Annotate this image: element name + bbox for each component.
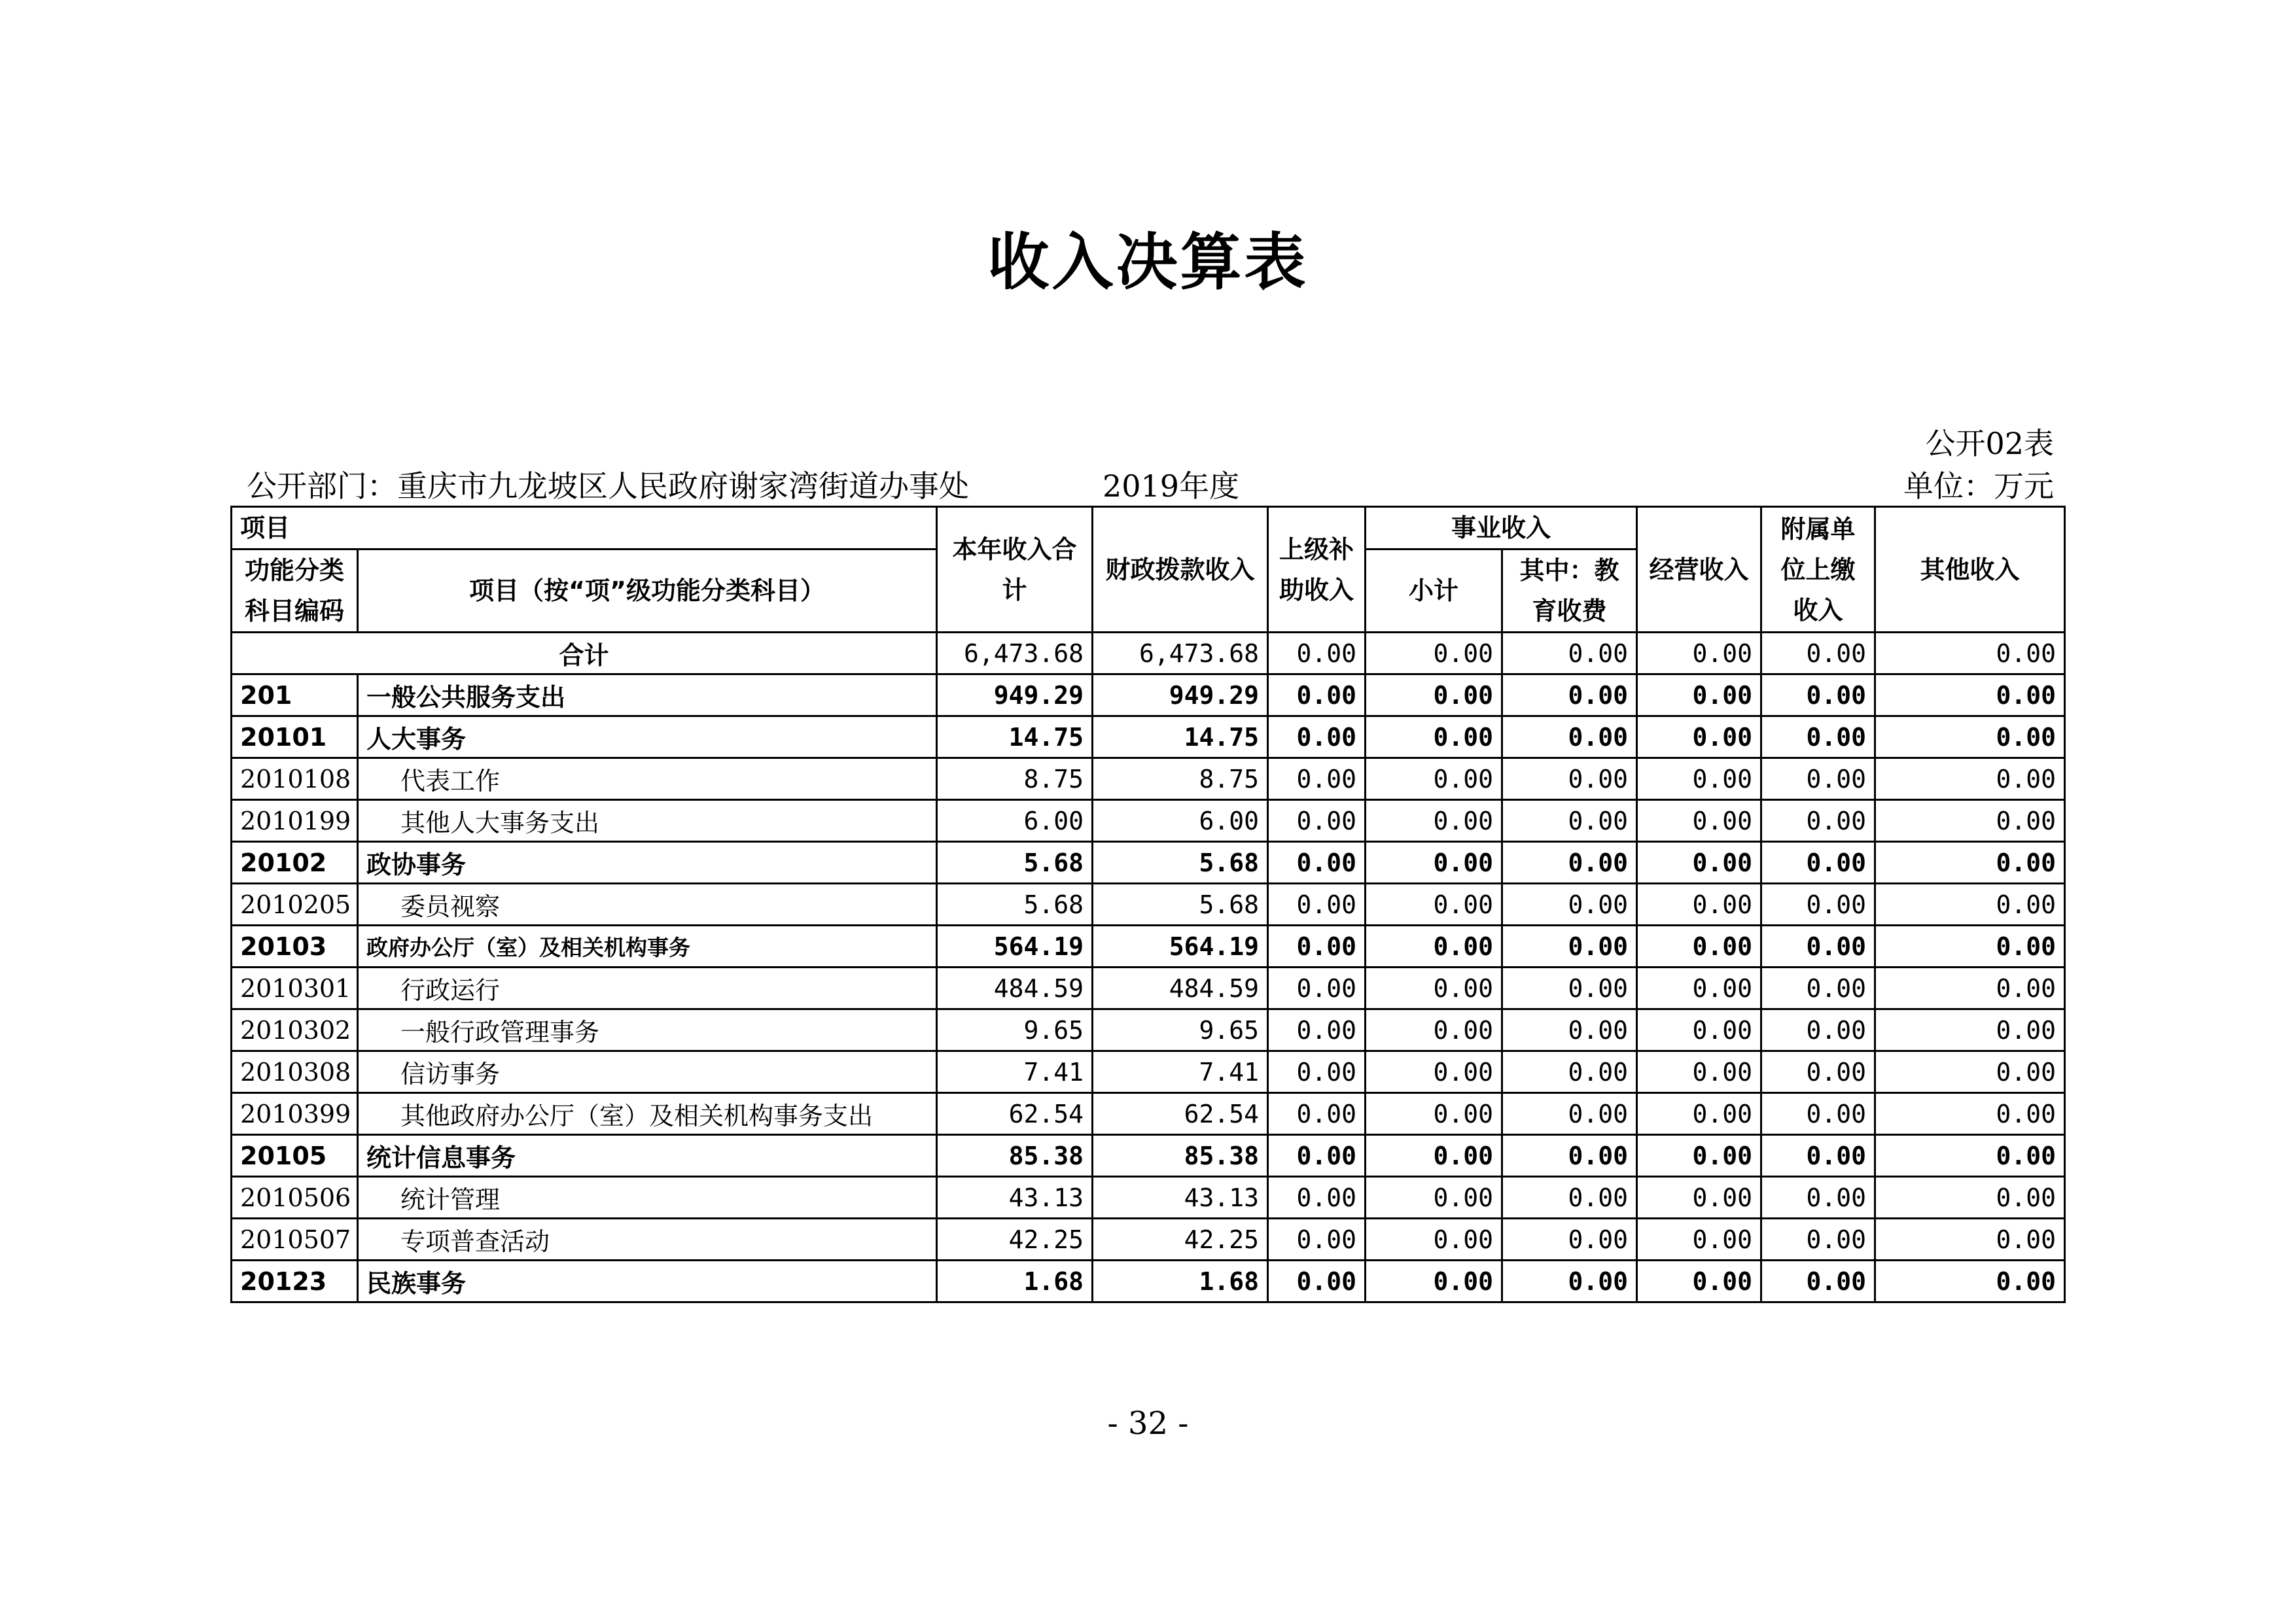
- row-name: 统计管理: [358, 1177, 937, 1219]
- total-value: 0.00: [1268, 633, 1366, 674]
- total-value: 0.00: [1502, 633, 1637, 674]
- row-value: 0.00: [1366, 1051, 1502, 1093]
- row-value: 0.00: [1761, 716, 1875, 758]
- row-value: 0.00: [1268, 1009, 1366, 1051]
- row-value: 0.00: [1637, 884, 1761, 926]
- row-value: 949.29: [1093, 674, 1268, 716]
- row-value: 0.00: [1875, 716, 2065, 758]
- row-value: 42.25: [937, 1219, 1093, 1261]
- row-value: 0.00: [1637, 1177, 1761, 1219]
- table-row: [232, 800, 2065, 842]
- row-value: 0.00: [1268, 758, 1366, 800]
- row-value: 62.54: [1093, 1093, 1268, 1135]
- header-business: 事业收入: [1366, 507, 1637, 550]
- row-value: 14.75: [1093, 716, 1268, 758]
- row-value: 0.00: [1366, 1135, 1502, 1177]
- header-affiliated: 附属单位上缴收入: [1761, 507, 1875, 633]
- total-row: [232, 633, 2065, 674]
- row-value: 0.00: [1268, 926, 1366, 968]
- row-value: 5.68: [937, 884, 1093, 926]
- table-row: [232, 1009, 2065, 1051]
- row-code: 201: [232, 674, 358, 716]
- header-superior: 上级补助收入: [1268, 507, 1366, 633]
- row-value: 0.00: [1366, 1009, 1502, 1051]
- row-value: 7.41: [937, 1051, 1093, 1093]
- row-value: 0.00: [1366, 716, 1502, 758]
- row-value: 0.00: [1875, 1177, 2065, 1219]
- row-value: 5.68: [1093, 842, 1268, 884]
- header-code: 功能分类科目编码: [232, 550, 358, 633]
- row-value: 85.38: [937, 1135, 1093, 1177]
- row-value: 85.38: [1093, 1135, 1268, 1177]
- row-code: 2010399: [232, 1093, 358, 1135]
- row-value: 0.00: [1366, 674, 1502, 716]
- row-value: 0.00: [1761, 1051, 1875, 1093]
- total-value: 0.00: [1875, 633, 2065, 674]
- row-value: 0.00: [1875, 926, 2065, 968]
- row-value: 0.00: [1268, 1219, 1366, 1261]
- row-value: 0.00: [1502, 1009, 1637, 1051]
- table-row: [232, 1051, 2065, 1093]
- table-row: [232, 842, 2065, 884]
- row-value: 0.00: [1366, 1261, 1502, 1302]
- row-name: 代表工作: [358, 758, 937, 800]
- department-label: 公开部门：重庆市九龙坡区人民政府谢家湾街道办事处: [247, 468, 969, 504]
- row-code: 2010302: [232, 1009, 358, 1051]
- table-row: [232, 884, 2065, 926]
- row-value: 0.00: [1637, 1051, 1761, 1093]
- income-table: [230, 506, 2066, 1303]
- row-value: 0.00: [1502, 1135, 1637, 1177]
- row-value: 0.00: [1502, 1093, 1637, 1135]
- row-value: 0.00: [1366, 968, 1502, 1009]
- row-value: 0.00: [1502, 758, 1637, 800]
- row-name: 政协事务: [358, 842, 937, 884]
- row-code: 2010205: [232, 884, 358, 926]
- row-value: 0.00: [1502, 1177, 1637, 1219]
- row-code: 20102: [232, 842, 358, 884]
- row-value: 43.13: [1093, 1177, 1268, 1219]
- row-value: 0.00: [1502, 1051, 1637, 1093]
- row-value: 42.25: [1093, 1219, 1268, 1261]
- table-row: [232, 1135, 2065, 1177]
- row-value: 0.00: [1502, 674, 1637, 716]
- row-value: 0.00: [1761, 1135, 1875, 1177]
- header-project: 项目: [232, 507, 937, 550]
- row-code: 2010108: [232, 758, 358, 800]
- row-name: 专项普查活动: [358, 1219, 937, 1261]
- row-value: 0.00: [1875, 800, 2065, 842]
- row-value: 8.75: [937, 758, 1093, 800]
- header-subtotal: 小计: [1366, 550, 1502, 633]
- total-value: 0.00: [1761, 633, 1875, 674]
- row-value: 0.00: [1502, 716, 1637, 758]
- row-value: 0.00: [1637, 968, 1761, 1009]
- row-code: 2010507: [232, 1219, 358, 1261]
- table-row: [232, 926, 2065, 968]
- fiscal-year: 2019年度: [1103, 468, 1240, 504]
- row-value: 5.68: [937, 842, 1093, 884]
- row-value: 62.54: [937, 1093, 1093, 1135]
- table-row: [232, 1219, 2065, 1261]
- table-row: [232, 716, 2065, 758]
- header-edu: 其中：教育收费: [1502, 550, 1637, 633]
- row-value: 1.68: [1093, 1261, 1268, 1302]
- table-row: [232, 1261, 2065, 1302]
- row-value: 0.00: [1502, 1219, 1637, 1261]
- row-value: 0.00: [1366, 884, 1502, 926]
- total-value: 0.00: [1366, 633, 1502, 674]
- row-name: 行政运行: [358, 968, 937, 1009]
- page-number: - 32 -: [1107, 1405, 1189, 1442]
- header-operating: 经营收入: [1637, 507, 1761, 633]
- row-value: 0.00: [1761, 758, 1875, 800]
- row-value: 0.00: [1268, 674, 1366, 716]
- row-value: 0.00: [1761, 884, 1875, 926]
- row-name: 统计信息事务: [358, 1135, 937, 1177]
- row-value: 0.00: [1366, 1177, 1502, 1219]
- row-value: 0.00: [1637, 758, 1761, 800]
- row-value: 6.00: [1093, 800, 1268, 842]
- row-name: 其他人大事务支出: [358, 800, 937, 842]
- row-value: 0.00: [1761, 1219, 1875, 1261]
- row-code: 20105: [232, 1135, 358, 1177]
- row-value: 0.00: [1268, 716, 1366, 758]
- row-value: 0.00: [1268, 968, 1366, 1009]
- row-code: 20103: [232, 926, 358, 968]
- row-value: 564.19: [1093, 926, 1268, 968]
- row-value: 0.00: [1366, 1093, 1502, 1135]
- table-row: [232, 1093, 2065, 1135]
- row-code: 2010199: [232, 800, 358, 842]
- total-value: 0.00: [1637, 633, 1761, 674]
- row-value: 0.00: [1875, 1135, 2065, 1177]
- row-value: 0.00: [1761, 1261, 1875, 1302]
- total-label: 合计: [232, 633, 937, 674]
- row-value: 0.00: [1366, 842, 1502, 884]
- row-value: 1.68: [937, 1261, 1093, 1302]
- row-value: 0.00: [1761, 1093, 1875, 1135]
- row-value: 0.00: [1502, 968, 1637, 1009]
- row-value: 0.00: [1637, 1219, 1761, 1261]
- row-code: 2010301: [232, 968, 358, 1009]
- row-value: 949.29: [937, 674, 1093, 716]
- row-value: 0.00: [1875, 842, 2065, 884]
- header-total: 本年收入合计: [937, 507, 1093, 633]
- row-value: 0.00: [1875, 1093, 2065, 1135]
- row-name: 信访事务: [358, 1051, 937, 1093]
- row-value: 0.00: [1268, 1135, 1366, 1177]
- row-value: 0.00: [1637, 926, 1761, 968]
- row-value: 0.00: [1875, 1261, 2065, 1302]
- row-value: 0.00: [1268, 884, 1366, 926]
- row-name: 一般公共服务支出: [358, 674, 937, 716]
- row-value: 0.00: [1502, 800, 1637, 842]
- table-row: [232, 674, 2065, 716]
- row-name: 政府办公厅（室）及相关机构事务: [358, 926, 937, 968]
- table-row: [232, 758, 2065, 800]
- row-value: 0.00: [1268, 1261, 1366, 1302]
- form-number: 公开02表: [1925, 426, 2054, 461]
- row-value: 0.00: [1502, 842, 1637, 884]
- row-value: 0.00: [1366, 800, 1502, 842]
- header-name: 项目（按“项”级功能分类科目）: [358, 550, 937, 633]
- row-value: 0.00: [1761, 1009, 1875, 1051]
- row-value: 0.00: [1502, 1261, 1637, 1302]
- row-value: 0.00: [1366, 758, 1502, 800]
- row-value: 0.00: [1875, 1219, 2065, 1261]
- row-name: 一般行政管理事务: [358, 1009, 937, 1051]
- header-fiscal: 财政拨款收入: [1093, 507, 1268, 633]
- header-row-1: [232, 507, 2065, 550]
- row-name: 民族事务: [358, 1261, 937, 1302]
- row-value: 0.00: [1875, 1009, 2065, 1051]
- table-row: [232, 1177, 2065, 1219]
- row-value: 7.41: [1093, 1051, 1268, 1093]
- row-value: 564.19: [937, 926, 1093, 968]
- row-value: 9.65: [1093, 1009, 1268, 1051]
- row-value: 0.00: [1366, 1219, 1502, 1261]
- row-value: 43.13: [937, 1177, 1093, 1219]
- header-other: 其他收入: [1875, 507, 2065, 633]
- row-value: 484.59: [1093, 968, 1268, 1009]
- row-value: 0.00: [1637, 1135, 1761, 1177]
- row-value: 0.00: [1761, 674, 1875, 716]
- row-value: 0.00: [1268, 800, 1366, 842]
- page-title: 收入决算表: [987, 227, 1309, 298]
- row-value: 0.00: [1366, 926, 1502, 968]
- row-value: 0.00: [1761, 926, 1875, 968]
- row-value: 0.00: [1875, 1051, 2065, 1093]
- row-value: 0.00: [1637, 1261, 1761, 1302]
- row-name: 人大事务: [358, 716, 937, 758]
- row-value: 14.75: [937, 716, 1093, 758]
- row-value: 5.68: [1093, 884, 1268, 926]
- row-value: 0.00: [1268, 1051, 1366, 1093]
- row-value: 8.75: [1093, 758, 1268, 800]
- row-value: 6.00: [937, 800, 1093, 842]
- row-code: 20123: [232, 1261, 358, 1302]
- row-value: 0.00: [1875, 968, 2065, 1009]
- row-code: 2010308: [232, 1051, 358, 1093]
- row-name: 其他政府办公厅（室）及相关机构事务支出: [358, 1093, 937, 1135]
- unit-label: 单位：万元: [1903, 468, 2054, 504]
- row-value: 0.00: [1761, 800, 1875, 842]
- row-value: 9.65: [937, 1009, 1093, 1051]
- row-value: 0.00: [1268, 1093, 1366, 1135]
- row-value: 0.00: [1502, 926, 1637, 968]
- row-value: 0.00: [1761, 1177, 1875, 1219]
- table-row: [232, 968, 2065, 1009]
- row-value: 0.00: [1761, 842, 1875, 884]
- row-value: 0.00: [1761, 968, 1875, 1009]
- row-code: 2010506: [232, 1177, 358, 1219]
- row-value: 0.00: [1637, 674, 1761, 716]
- row-value: 0.00: [1637, 1093, 1761, 1135]
- row-value: 0.00: [1637, 1009, 1761, 1051]
- row-value: 0.00: [1268, 1177, 1366, 1219]
- row-value: 484.59: [937, 968, 1093, 1009]
- total-value: 6,473.68: [1093, 633, 1268, 674]
- row-value: 0.00: [1637, 800, 1761, 842]
- row-name: 委员视察: [358, 884, 937, 926]
- row-value: 0.00: [1268, 842, 1366, 884]
- row-value: 0.00: [1502, 884, 1637, 926]
- row-value: 0.00: [1637, 716, 1761, 758]
- total-value: 6,473.68: [937, 633, 1093, 674]
- row-value: 0.00: [1875, 674, 2065, 716]
- row-value: 0.00: [1875, 884, 2065, 926]
- row-code: 20101: [232, 716, 358, 758]
- row-value: 0.00: [1637, 842, 1761, 884]
- row-value: 0.00: [1875, 758, 2065, 800]
